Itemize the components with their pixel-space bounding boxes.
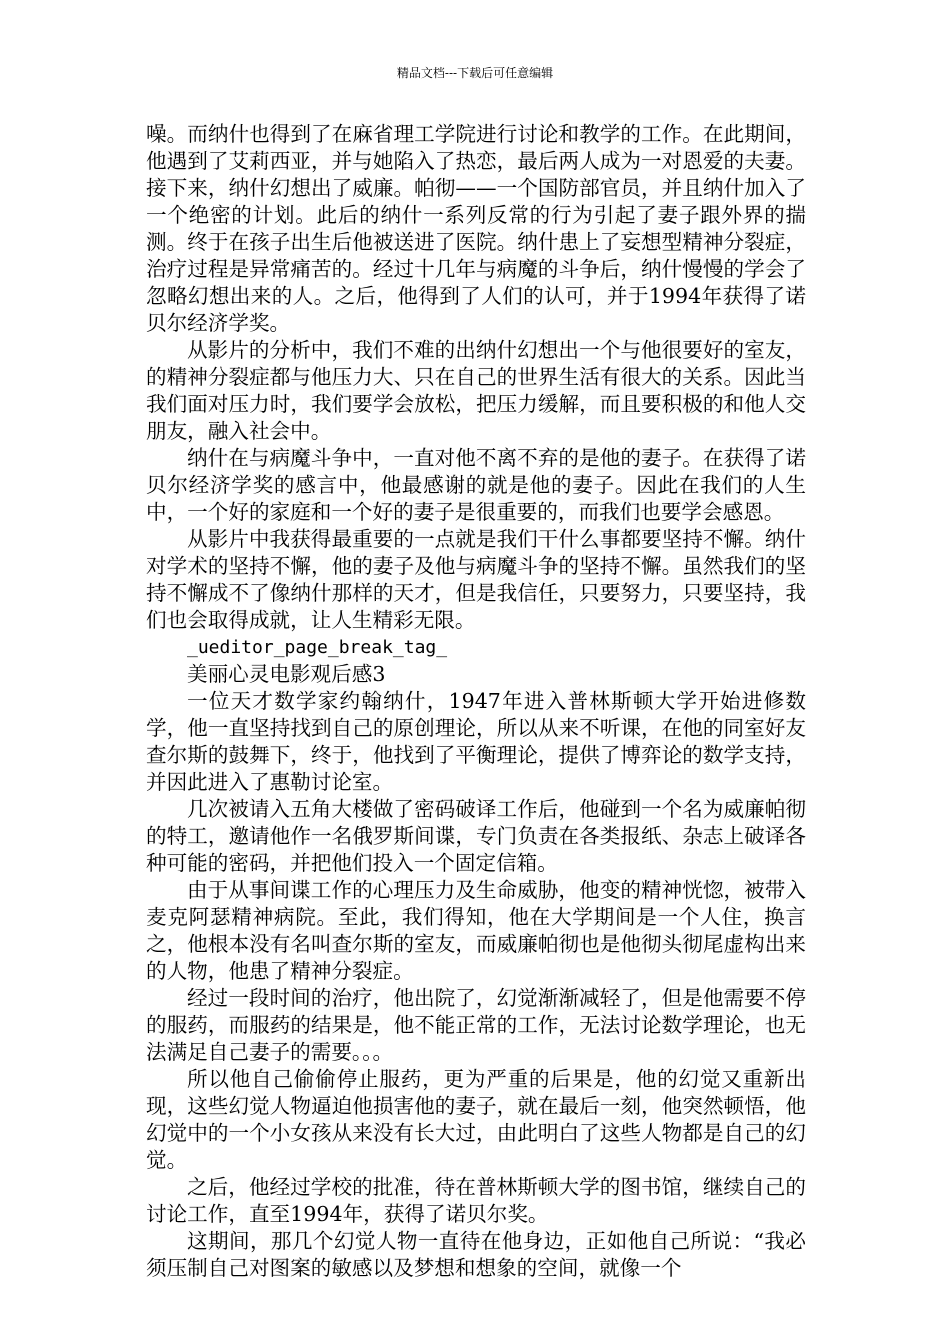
page-header: 精品文档---下载后可任意编辑 [396,66,554,80]
paragraph: 所以他自己偷偷停止服药，更为严重的后果是，他的幻觉又重新出现，这些幻觉人物逼迫他损害他的妻子，就在最后一刻，他突然顿悟，他幻觉中的一个小女孩从来没有长大过，由此明白了这些人物都是自己的幻觉。 [146,1067,806,1172]
paragraph: 之后，他经过学校的批准，待在普林斯顿大学的图书馆，继续自己的讨论工作，直至1994年，获得了诺贝尔奖。 [146,1175,806,1226]
paragraph-continuation: 噪。而纳什也得到了在麻省理工学院进行讨论和教学的工作。在此期间，他遇到了艾莉西亚，并与她陷入了热恋，最后两人成为一对恩爱的夫妻。接下来，纳什幻想出了威廉。帕彻——一个国防部官员，并且纳什加入了一个绝密的计划。此后的纳什一系列反常的行为引起了妻子跟外界的揣测。终于在孩子出生后他被送进了医院。纳什患上了妄想型精神分裂症，治疗过程是异常痛苦的。经过十几年与病魔的斗争后，纳什慢慢的学会了忽略幻想出来的人。之后，他得到了人们的认可，并于1994年获得了诺贝尔经济学奖。 [146,122,806,335]
paragraph: 纳什在与病魔斗争中，一直对他不离不弃的是他的妻子。在获得了诺贝尔经济学奖的感言中，他最感谢的就是他的妻子。因此在我们的人生中，一个好的家庭和一个好的妻子是很重要的，而我们也要学会感恩。 [146,446,806,524]
paragraph: 这期间，那几个幻觉人物一直待在他身边，正如他自己所说：“我必须压制自己对图案的敏感以及梦想和想象的空间，就像一个 [146,1229,806,1280]
paragraph: 几次被请入五角大楼做了密码破译工作后，他碰到一个名为威廉帕彻的特工，邀请他作一名俄罗斯间谍，专门负责在各类报纸、杂志上破译各种可能的密码，并把他们投入一个固定信箱。 [146,797,806,875]
paragraph: 经过一段时间的治疗，他出院了，幻觉渐渐减轻了，但是他需要不停的服药，而服药的结果是，他不能正常的工作，无法讨论数学理论，也无法满足自己妻子的需要。。。 [146,986,806,1064]
paragraph: 从影片中我获得最重要的一点就是我们干什么事都要坚持不懈。纳什对学术的坚持不懈，他的妻子及他与病魔斗争的坚持不懈。虽然我们的坚持不懈成不了像纳什那样的天才，但是我信任，只要努力，只要坚持，我们也会取得成就，让人生精彩无限。 [146,527,806,632]
document-body [146,121,806,1282]
page-break-tag: _ueditor_page_break_tag_ [187,637,448,658]
paragraph: 从影片的分析中，我们不难的出纳什幻想出一个与他很要好的室友，的精神分裂症都与他压力大、只在自己的世界生活有很大的关系。因此当我们面对压力时，我们要学会放松，把压力缓解，而且要积极的和他人交朋友，融入社会中。 [146,338,806,443]
paragraph: 由于从事间谍工作的心理压力及生命威胁，他变的精神恍惚，被带入麦克阿瑟精神病院。至此，我们得知，他在大学期间是一个人住，换言之，他根本没有名叫查尔斯的室友，而威廉帕彻也是他彻头彻尾虚构出来的人物，他患了精神分裂症。 [146,878,806,983]
paragraph: 一位天才数学家约翰纳什，1947年进入普林斯顿大学开始进修数学，他一直坚持找到自己的原创理论，所以从来不听课，在他的同室好友查尔斯的鼓舞下，终于，他找到了平衡理论，提供了博弈论的数学支持，并因此进入了惠勒讨论室。 [146,689,806,794]
section-heading: 美丽心灵电影观后感3 [187,662,386,686]
